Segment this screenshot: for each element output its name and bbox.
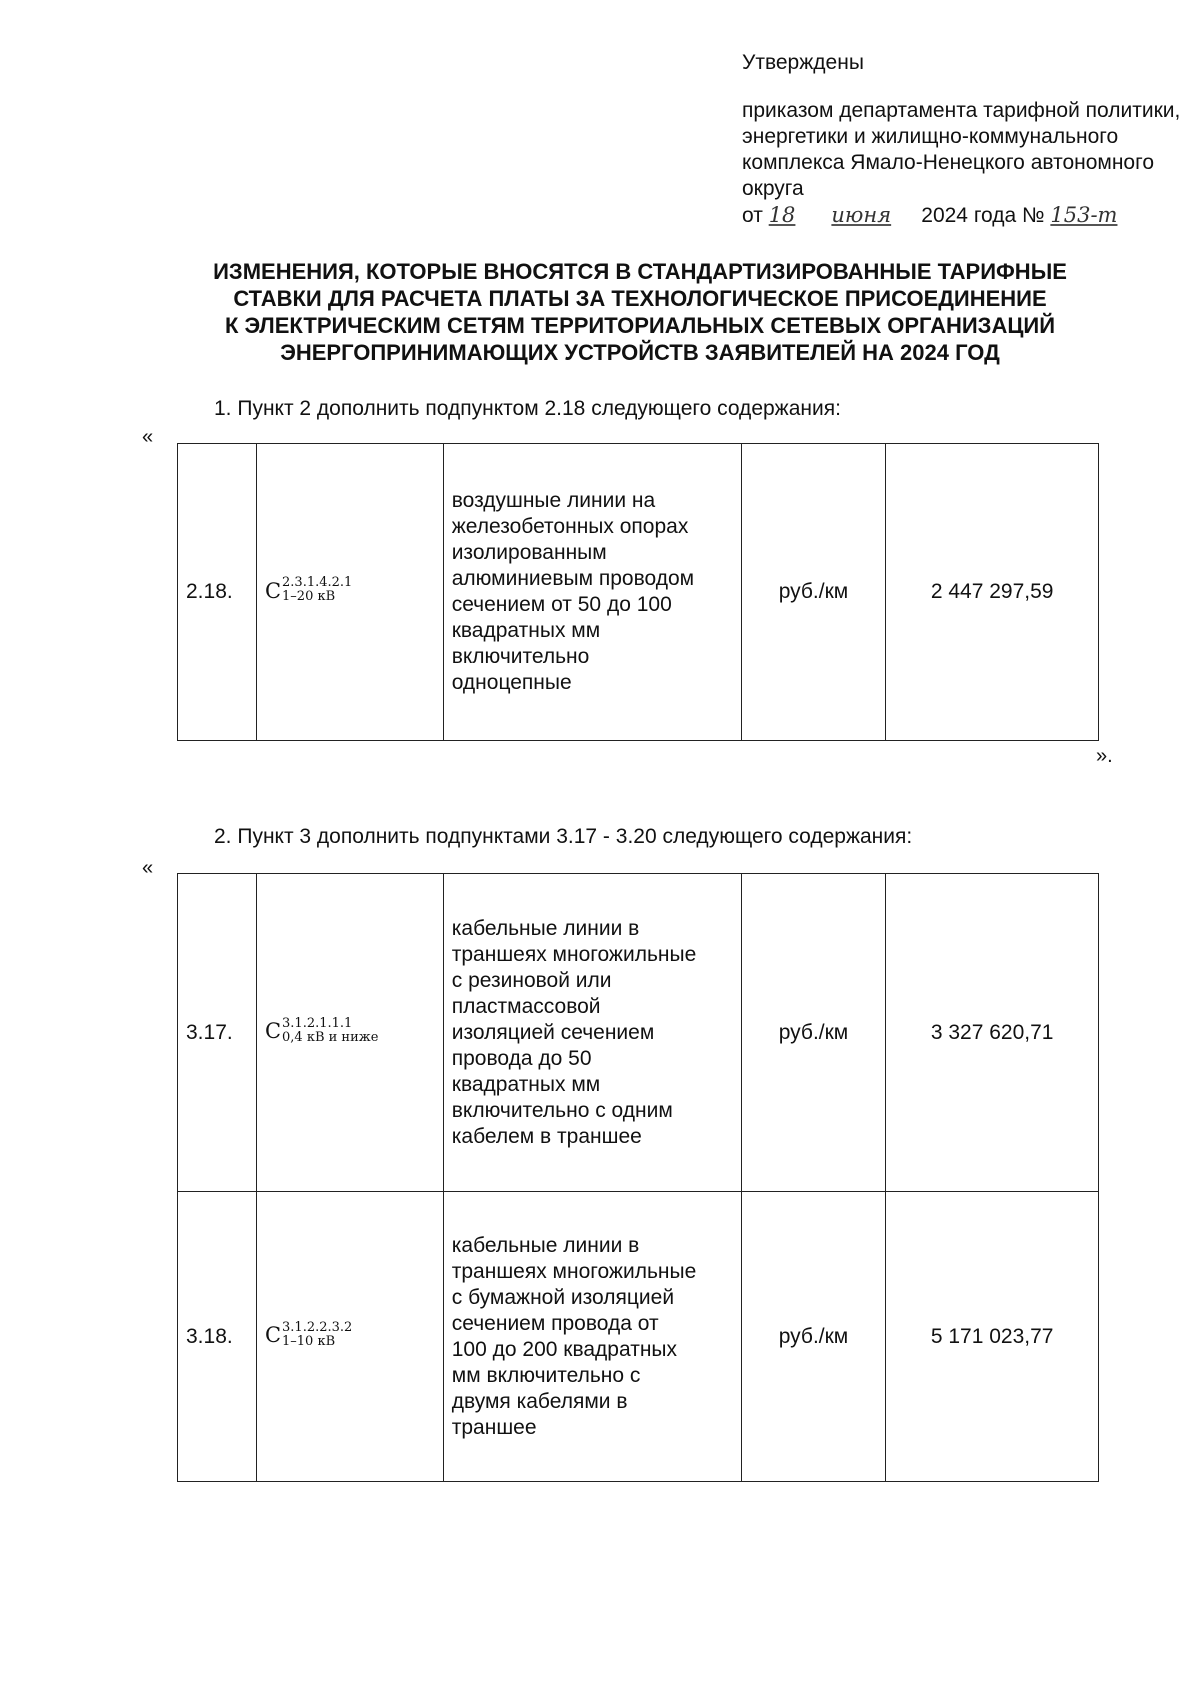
description-line: кабелем в траншее xyxy=(451,1124,642,1148)
rate-code-base: C xyxy=(264,578,282,603)
rate-code-subscript: 0,4 кВ и ниже xyxy=(282,1029,379,1045)
rate-code xyxy=(256,1192,443,1482)
rate-code-formula xyxy=(264,1015,379,1045)
rate-value: 5 171 023,77 xyxy=(886,1192,1099,1482)
title-line-4: ЭНЕРГОПРИНИМАЮЩИХ УСТРОЙСТВ ЗАЯВИТЕЛЕЙ НА 2024 ГОД xyxy=(280,340,1000,365)
rate-description xyxy=(443,444,741,741)
description-line: с бумажной изоляцией xyxy=(451,1285,675,1309)
description-line: провода до 50 xyxy=(451,1046,592,1070)
rate-code-base: C xyxy=(264,1323,282,1348)
description-line: включительно xyxy=(451,645,590,668)
rate-code-formula xyxy=(264,1319,353,1349)
description-line: сечением от 50 до 100 xyxy=(451,593,672,616)
section-1-open-quote: « xyxy=(142,426,154,448)
description-line: алюминиевым проводом xyxy=(451,567,695,590)
description-line: изолированным xyxy=(451,541,607,564)
handwritten-day: 18 xyxy=(768,203,796,227)
rate-code xyxy=(256,444,443,741)
description-line: одноцепные xyxy=(451,671,572,694)
rate-value: 3 327 620,71 xyxy=(886,874,1099,1192)
rate-code-base: C xyxy=(264,1019,282,1044)
handwritten-month: июня xyxy=(831,203,892,227)
rate-unit: руб./км xyxy=(741,444,886,741)
description-line: сечением провода от xyxy=(451,1311,659,1335)
row-number: 2.18. xyxy=(178,444,257,741)
description-line: траншеях многожильные xyxy=(451,1259,697,1283)
table-row xyxy=(178,444,1099,741)
section-1-table xyxy=(177,443,1099,741)
description-line: включительно с одним xyxy=(451,1098,673,1122)
rate-description xyxy=(443,874,741,1192)
rate-code-superscript: 2.3.1.4.2.1 xyxy=(282,575,353,591)
document-title xyxy=(140,258,1140,366)
description-line: мм включительно с xyxy=(451,1363,641,1387)
date-prefix: от xyxy=(742,204,763,227)
title-line-3: К ЭЛЕКТРИЧЕСКИМ СЕТЯМ ТЕРРИТОРИАЛЬНЫХ СЕТЕВЫХ ОРГАНИЗАЦИЙ xyxy=(224,313,1056,338)
rate-code-formula xyxy=(264,575,353,605)
rate-code xyxy=(256,874,443,1192)
description-line: траншее xyxy=(451,1415,537,1439)
rate-value: 2 447 297,59 xyxy=(886,444,1099,741)
order-date-line xyxy=(742,202,1182,229)
section-2-open-quote: « xyxy=(142,857,154,879)
section-1-close-quote: ». xyxy=(1096,745,1113,767)
rate-description xyxy=(443,1192,741,1482)
description-line: воздушные линии на xyxy=(451,489,656,512)
table-row xyxy=(178,874,1099,1192)
rate-code-subscript: 1–20 кВ xyxy=(282,589,336,605)
description-line: квадратных мм xyxy=(451,619,601,642)
description-line: двумя кабелями в xyxy=(451,1389,628,1413)
description-line: изоляцией сечением xyxy=(451,1020,655,1044)
description-line: пластмассовой xyxy=(451,994,601,1018)
rate-code-superscript: 3.1.2.2.3.2 xyxy=(282,1319,353,1335)
rate-code-superscript: 3.1.2.1.1.1 xyxy=(282,1015,353,1031)
approved-label: Утверждены xyxy=(742,51,864,74)
table-row xyxy=(178,1192,1099,1482)
row-number: 3.18. xyxy=(178,1192,257,1482)
title-line-2: СТАВКИ ДЛЯ РАСЧЕТА ПЛАТЫ ЗА ТЕХНОЛОГИЧЕСКОЕ ПРИСОЕДИНЕНИЕ xyxy=(233,286,1047,311)
description-line: кабельные линии в xyxy=(451,1233,640,1257)
row-number: 3.17. xyxy=(178,874,257,1192)
description-line: с резиновой или xyxy=(451,968,612,992)
section-2-heading: 2. Пункт 3 дополнить подпунктами 3.17 - 3.20 следующего содержания: xyxy=(214,825,913,848)
description-line: кабельные линии в xyxy=(451,916,640,940)
description-line: 100 до 200 квадратных xyxy=(451,1337,678,1361)
section-2-table xyxy=(177,873,1099,1482)
order-text: приказом департамента тарифной политики, энергетики и жилищно-коммунального комплекса Ямало-Ненецкого автономного округа xyxy=(742,99,1181,200)
description-line: траншеях многожильные xyxy=(451,942,697,966)
section-1-heading: 1. Пункт 2 дополнить подпунктом 2.18 следующего содержания: xyxy=(214,397,841,420)
rate-code-subscript: 1–10 кВ xyxy=(282,1333,336,1349)
rate-unit: руб./км xyxy=(741,874,886,1192)
description-line: железобетонных опорах xyxy=(451,515,689,538)
title-line-1: ИЗМЕНЕНИЯ, КОТОРЫЕ ВНОСЯТСЯ В СТАНДАРТИЗИРОВАННЫЕ ТАРИФНЫЕ xyxy=(213,259,1067,284)
handwritten-order-number: 153-т xyxy=(1050,203,1118,227)
rate-unit: руб./км xyxy=(741,1192,886,1482)
description-line: квадратных мм xyxy=(451,1072,601,1096)
date-year: 2024 года № xyxy=(921,204,1045,227)
approval-block xyxy=(742,50,1182,229)
